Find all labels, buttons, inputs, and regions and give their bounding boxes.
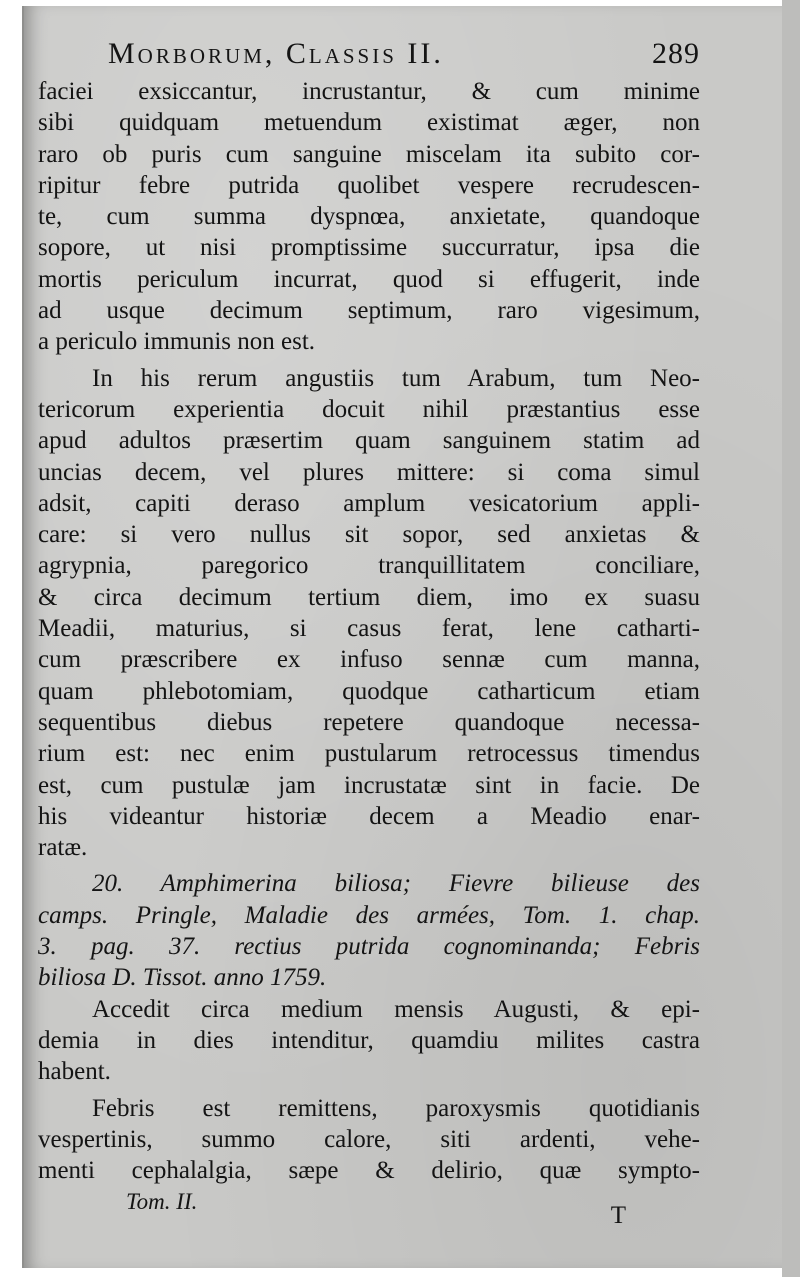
text-line: te, cum summa dyspnœa, anxietate, quandoque (38, 203, 700, 231)
text-line: Meadii, maturius, si casus ferat, lene catharti- (38, 615, 700, 643)
text-line: adsit, capiti deraso amplum vesicatorium appli- (38, 489, 700, 517)
text-line: uncias decem, vel plures mittere: si coma simul (38, 458, 700, 486)
volume-label: Tom. II. (126, 1189, 198, 1215)
text-line: menti cephalalgia, sæpe & delirio, quæ sympto- (38, 1157, 700, 1185)
text-line: tericorum experientia docuit nihil præstantius esse (38, 395, 700, 423)
text-line: demia in dies intenditur, quamdiu milites castra (38, 1026, 700, 1054)
text-line: est, cum pustulæ jam incrustatæ sint in facie. De (38, 771, 700, 799)
text-line: sopore, ut nisi promptissime succurratur, ipsa die (38, 234, 700, 262)
text-line: a periculo immunis non est. (38, 328, 316, 356)
text-line: mortis periculum incurrat, quod si effugerit, inde (38, 265, 700, 293)
section-heading-line: camps. Pringle, Maladie des armées, Tom. 1. chap. (38, 901, 700, 929)
text-line: cum præscribere ex infuso sennæ cum manna, (38, 646, 700, 674)
section-heading: 20. Amphimerina biliosa; Fievre bilieuse des (92, 870, 700, 898)
text-line: sequentibus diebus repetere quandoque necessa- (38, 708, 700, 736)
text-line: habent. (38, 1058, 111, 1086)
paragraph-start: Febris est remittens, paroxysmis quotidianis (92, 1094, 700, 1122)
text-line: agrypnia, paregorico tranquillitatem conciliare, (38, 552, 700, 580)
text-line: care: si vero nullus sit sopor, sed anxietas & (38, 521, 700, 549)
text-line: ratæ. (38, 834, 88, 862)
section-heading-line: 3. pag. 37. rectius putrida cognominanda; Febris (38, 933, 700, 961)
text-line: his videantur historiæ decem a Meadio enar- (38, 802, 700, 830)
text-line: apud adultos præsertim quam sanguinem statim ad (38, 427, 700, 455)
signature-mark: T (610, 1202, 626, 1230)
text-line: rium est: nec enim pustularum retrocessus timendus (38, 740, 700, 768)
running-head (38, 34, 700, 76)
text-line: raro ob puris cum sanguine miscelam ita subito cor- (38, 140, 700, 168)
text-line: ad usque decimum septimum, raro vigesimum, (38, 297, 700, 325)
paragraph-start: In his rerum angustiis tum Arabum, tum Neo- (92, 364, 700, 392)
text-line: quam phlebotomiam, quodque catharticum etiam (38, 677, 700, 705)
section-heading-line: biliosa D. Tissot. anno 1759. (38, 964, 327, 992)
running-head-title: Morborum, Classis II. (108, 37, 444, 70)
text-line: faciei exsiccantur, incrustantur, & cum minime (38, 78, 700, 105)
page-number: 289 (652, 37, 700, 70)
page-edge (782, 0, 800, 1277)
paragraph-start: Accedit circa medium mensis Augusti, & epi- (92, 995, 700, 1023)
page-footer (38, 1186, 700, 1230)
text-line: vespertinis, summo calore, siti ardenti, vehe- (38, 1125, 700, 1153)
text-line: ripitur febre putrida quolibet vespere recrudescen- (38, 171, 700, 199)
text-line: & circa decimum tertium diem, imo ex suasu (38, 583, 700, 611)
text-line: sibi quidquam metuendum existimat æger, non (38, 109, 700, 137)
page-text-block (38, 34, 700, 1230)
